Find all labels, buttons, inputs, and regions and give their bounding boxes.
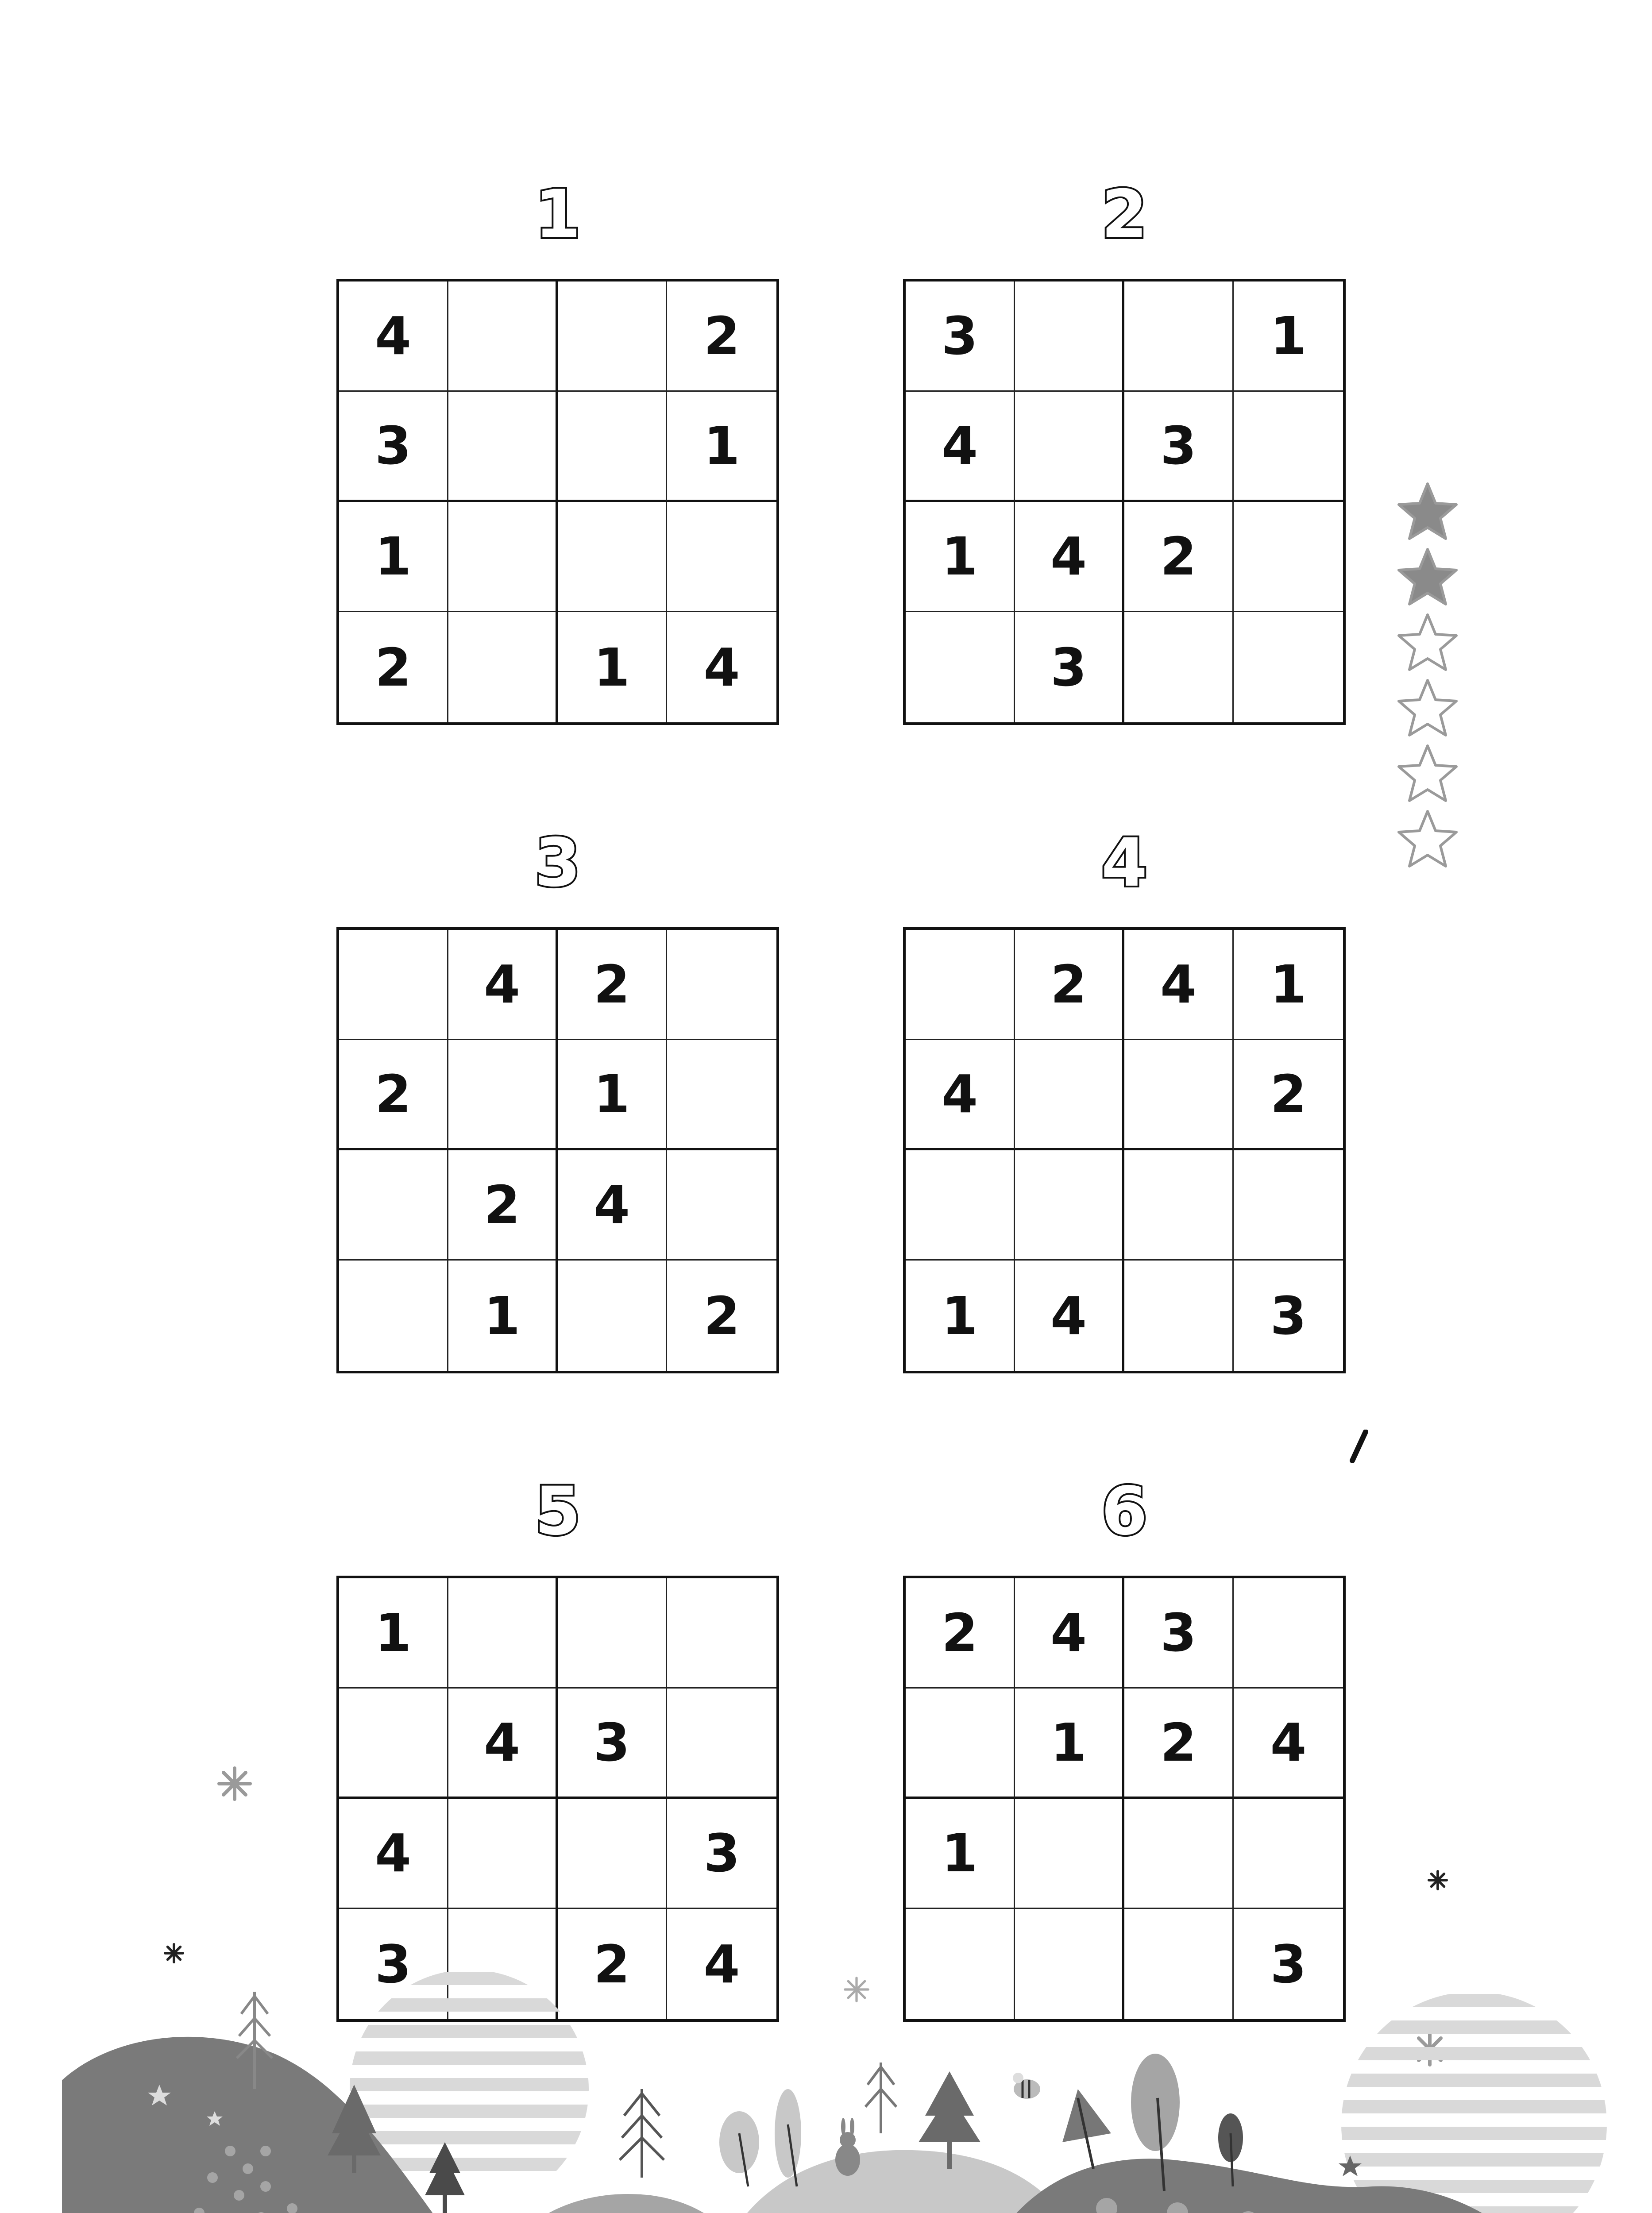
grid-cell[interactable] xyxy=(1015,1040,1124,1150)
grid-cell: 2 xyxy=(339,612,448,722)
pine-tree-icon xyxy=(620,2089,664,2178)
grid-cell[interactable] xyxy=(558,502,667,612)
grid-cell: 2 xyxy=(1015,930,1124,1040)
grid-cell: 1 xyxy=(906,502,1015,612)
grid-cell: 2 xyxy=(1124,502,1234,612)
grid-cell[interactable] xyxy=(448,392,558,502)
grid-cell[interactable] xyxy=(906,612,1015,722)
grid-cell: 4 xyxy=(1234,1689,1343,1799)
grid-cell: 2 xyxy=(558,1909,667,2019)
striped-hill-right xyxy=(1328,2001,1652,2213)
grid-cell[interactable] xyxy=(339,930,448,1040)
grid-cell: 3 xyxy=(906,281,1015,392)
grid-cell: 3 xyxy=(667,1799,776,1909)
tree-icon xyxy=(719,2111,759,2186)
grid-cell: 1 xyxy=(558,1040,667,1150)
grid-cell[interactable] xyxy=(448,502,558,612)
grid-cell[interactable] xyxy=(1124,281,1234,392)
puzzle-number: 4 xyxy=(1101,825,1148,902)
grid-cell: 1 xyxy=(339,502,448,612)
grid-cell: 1 xyxy=(906,1261,1015,1371)
grid-cell[interactable] xyxy=(667,1150,776,1261)
sudoku-grid xyxy=(336,927,779,1373)
grid-cell: 1 xyxy=(558,612,667,722)
grid-cell: 1 xyxy=(448,1261,558,1371)
star-icon xyxy=(1394,546,1461,608)
grid-cell[interactable] xyxy=(558,1578,667,1689)
grid-cell: 2 xyxy=(1234,1040,1343,1150)
grid-cell: 4 xyxy=(703,636,740,698)
sudoku-grid xyxy=(903,279,1346,725)
grid-cell: 1 xyxy=(667,392,776,502)
grid-cell: 2 xyxy=(667,281,776,392)
grid-cell: 4 xyxy=(906,1040,1015,1150)
difficulty-rating xyxy=(1394,480,1465,873)
grid-cell[interactable] xyxy=(1124,1040,1234,1150)
puzzle-number: 5 xyxy=(534,1473,581,1550)
grid-cell[interactable] xyxy=(1234,1578,1343,1689)
star-icon xyxy=(1394,611,1461,673)
grid-cell: 1 xyxy=(906,1799,1015,1909)
grid-cell: 1 xyxy=(1234,281,1343,392)
grid-cell[interactable] xyxy=(448,1578,558,1689)
grid-cell: 4 xyxy=(558,1150,667,1261)
grid-cell[interactable] xyxy=(1015,1799,1124,1909)
tree-icon xyxy=(1062,2089,1111,2169)
grid-cell: 4 xyxy=(339,1799,448,1909)
grid-cell: 2 xyxy=(339,1040,448,1150)
grid-cell[interactable] xyxy=(558,1799,667,1909)
grid-cell: 1 xyxy=(1015,1689,1124,1799)
grid-cell: 4 xyxy=(703,1933,740,1995)
grid-cell: 3 xyxy=(1124,1578,1234,1689)
pine-tree-icon xyxy=(425,2142,465,2213)
grid-cell[interactable] xyxy=(906,930,1015,1040)
grid-cell: 4 xyxy=(1015,502,1124,612)
grid-cell: 1 xyxy=(339,1578,448,1689)
star-icon xyxy=(1394,677,1461,739)
tree-icon xyxy=(775,2089,801,2186)
grid-cell[interactable] xyxy=(339,1150,448,1261)
grid-cell[interactable] xyxy=(1015,392,1124,502)
grid-cell[interactable] xyxy=(558,392,667,502)
sparkle-icon xyxy=(1428,1870,1448,1890)
grid-cell[interactable] xyxy=(906,1150,1015,1261)
pencil-mark-icon xyxy=(1346,1430,1372,1465)
grid-cell[interactable] xyxy=(1015,281,1124,392)
grid-cell[interactable] xyxy=(448,281,558,392)
grid-cell: 3 xyxy=(1270,1285,1307,1346)
grid-cell[interactable] xyxy=(1234,1150,1343,1261)
pine-tree-icon xyxy=(865,2063,896,2133)
hills-scenery xyxy=(0,1903,1652,2213)
grid-cell: 2 xyxy=(448,1150,558,1261)
sparkle-icon xyxy=(217,1766,252,1801)
grid-cell[interactable] xyxy=(1234,1799,1343,1909)
grid-cell: 2 xyxy=(558,930,667,1040)
grid-cell: 4 xyxy=(1015,1261,1124,1371)
puzzle-number: 1 xyxy=(534,176,581,253)
grid-cell[interactable] xyxy=(448,1799,558,1909)
grid-cell: 4 xyxy=(448,1689,558,1799)
grid-cell[interactable] xyxy=(1015,1150,1124,1261)
grid-cell[interactable] xyxy=(1124,1799,1234,1909)
grid-cell: 1 xyxy=(1234,930,1343,1040)
grid-cell: 4 xyxy=(906,392,1015,502)
grid-cell: 3 xyxy=(339,392,448,502)
puzzle-number: 2 xyxy=(1101,176,1148,253)
grid-cell[interactable] xyxy=(1124,612,1234,722)
grid-cell[interactable] xyxy=(448,1040,558,1150)
hill-mid xyxy=(482,2194,761,2213)
grid-cell: 4 xyxy=(448,930,558,1040)
grid-cell[interactable] xyxy=(339,1689,448,1799)
grid-cell: 4 xyxy=(1124,930,1234,1040)
bee-icon xyxy=(1013,2073,1040,2099)
puzzle-number: 6 xyxy=(1101,1473,1148,1550)
grid-cell[interactable] xyxy=(558,1261,667,1371)
grid-cell: 2 xyxy=(1124,1689,1234,1799)
grid-cell[interactable] xyxy=(667,1578,776,1689)
grid-cell[interactable] xyxy=(667,1689,776,1799)
grid-cell: 2 xyxy=(906,1578,1015,1689)
star-icon xyxy=(1394,480,1461,542)
grid-cell: 3 xyxy=(1015,612,1124,722)
grid-cell[interactable] xyxy=(558,281,667,392)
grid-cell: 3 xyxy=(1124,392,1234,502)
grid-cell[interactable] xyxy=(1124,1261,1234,1371)
grid-cell[interactable] xyxy=(1234,502,1343,612)
grid-cell[interactable] xyxy=(667,502,776,612)
grid-cell[interactable] xyxy=(1234,612,1343,722)
grid-cell[interactable] xyxy=(667,1040,776,1150)
grid-cell[interactable] xyxy=(448,612,558,722)
bunny-icon xyxy=(835,2118,860,2176)
grid-cell: 3 xyxy=(558,1689,667,1799)
grid-cell: 4 xyxy=(339,281,448,392)
puzzle-number: 3 xyxy=(534,825,581,902)
striped-hill-left xyxy=(345,1978,593,2164)
star-icon xyxy=(1394,742,1461,804)
grid-cell[interactable] xyxy=(906,1689,1015,1799)
grid-cell: 3 xyxy=(1270,1933,1307,1995)
grid-cell[interactable] xyxy=(339,1261,448,1371)
grid-cell[interactable] xyxy=(1234,392,1343,502)
grid-cell: 2 xyxy=(703,1285,740,1346)
sudoku-grid xyxy=(336,279,779,725)
grid-cell: 4 xyxy=(1015,1578,1124,1689)
grid-cell[interactable] xyxy=(1124,1150,1234,1261)
sudoku-grid xyxy=(903,927,1346,1373)
star-icon xyxy=(1394,808,1461,870)
grid-cell[interactable] xyxy=(667,930,776,1040)
grid-cell: 3 xyxy=(339,1909,448,2019)
